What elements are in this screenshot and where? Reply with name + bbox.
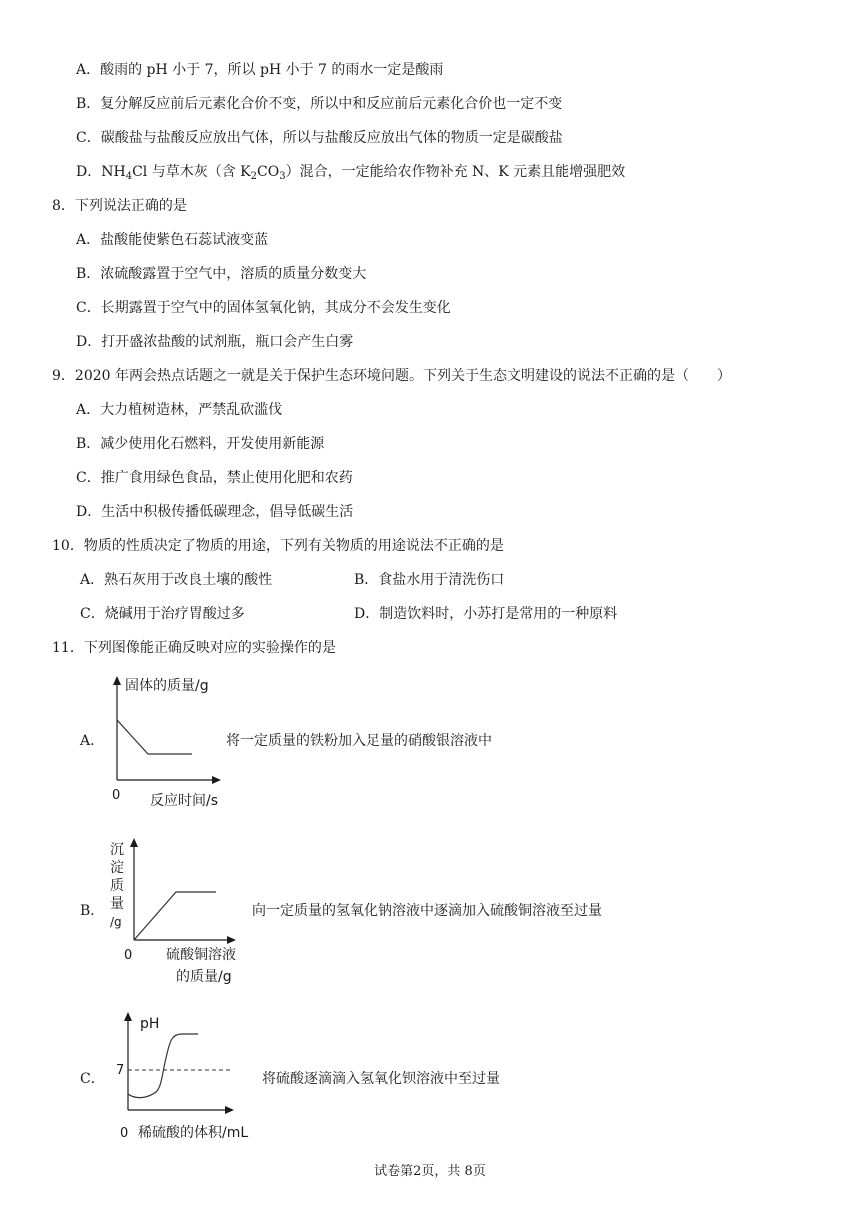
q9-option-d: D．生活中积极传播低碳理念，倡导低碳生活 xyxy=(76,504,354,520)
q7-option-c: C．碳酸盐与盐酸反应放出气体，所以与盐酸反应放出气体的物质一定是碳酸盐 xyxy=(76,130,563,146)
q9-option-c: C．推广食用绿色食品，禁止使用化肥和农药 xyxy=(76,470,353,486)
figure-c-x-arrow xyxy=(225,1106,234,1114)
figure-c-description: 将硫酸逐滴滴入氢氧化钡溶液中至过量 xyxy=(262,1071,500,1087)
q9-option-a: A．大力植树造林，严禁乱砍滥伐 xyxy=(76,402,283,418)
q10-option-d: D．制造饮料时，小苏打是常用的一种原料 xyxy=(354,606,618,622)
figure-a-xlabel: 反应时间/s xyxy=(150,793,219,809)
figure-c-curve xyxy=(128,1034,198,1098)
figure-b-label: B． xyxy=(80,903,105,919)
q8-option-b: B．浓硫酸露置于空气中，溶质的质量分数变大 xyxy=(76,266,367,282)
q7-d-sub-1: 4 xyxy=(125,171,133,182)
figure-b-ylabel-4: 量 xyxy=(110,896,124,912)
figure-b-xlabel-1: 硫酸铜溶液 xyxy=(166,947,236,963)
q7-d-text-1: D．NH xyxy=(76,164,126,180)
figure-b-description: 向一定质量的氢氧化钠溶液中逐滴加入硫酸铜溶液至过量 xyxy=(252,903,602,919)
figure-c-xlabel: 稀硫酸的体积/mL xyxy=(138,1125,249,1141)
q8-stem: 8．下列说法正确的是 xyxy=(52,198,187,214)
q11-stem: 11．下列图像能正确反映对应的实验操作的是 xyxy=(52,640,336,656)
figure-b-xlabel-2: 的质量/g xyxy=(176,969,232,985)
figure-c-ylabel: pH xyxy=(140,1016,160,1032)
figure-b-graph xyxy=(104,832,254,992)
figure-b-ylabel-2: 淀 xyxy=(110,860,124,876)
figure-a-y-arrow xyxy=(113,676,121,685)
figure-b-ylabel-1: 沉 xyxy=(110,842,124,858)
q10-option-c: C．烧碱用于治疗胃酸过多 xyxy=(80,606,245,622)
figure-c-y-arrow xyxy=(124,1012,132,1021)
figure-a-ylabel: 固体的质量/g xyxy=(125,678,209,694)
q8-option-c: C．长期露置于空气中的固体氢氧化钠，其成分不会发生变化 xyxy=(76,300,451,316)
figure-c-label: C． xyxy=(80,1071,105,1087)
figure-c-y-ref-label: 7 xyxy=(116,1063,125,1078)
q7-d-text-3: CO xyxy=(257,164,280,180)
figure-b-curve xyxy=(134,892,216,940)
q7-d-sub-2: 2 xyxy=(250,171,257,182)
figure-c-origin: 0 xyxy=(120,1126,129,1141)
q9-option-b: B．减少使用化石燃料，开发使用新能源 xyxy=(76,436,325,452)
page-footer: 试卷第2页，共 8页 xyxy=(374,1164,486,1179)
figure-a-x-arrow xyxy=(212,776,221,784)
q7-d-text-2: Cl 与草木灰（含 K xyxy=(132,164,251,180)
q7-option-d xyxy=(76,162,625,182)
q8-option-d: D．打开盛浓盐酸的试剂瓶，瓶口会产生白雾 xyxy=(76,334,354,350)
q10-stem: 10．物质的性质决定了物质的用途，下列有关物质的用途说法不正确的是 xyxy=(52,538,504,554)
figure-a-origin: 0 xyxy=(112,788,121,803)
figure-b-origin: 0 xyxy=(124,948,133,963)
figure-b-x-arrow xyxy=(227,936,236,944)
q9-stem: 9．2020 年两会热点话题之一就是关于保护生态环境问题。下列关于生态文明建设的说法不正确的是（ ） xyxy=(52,368,731,384)
q7-option-b: B．复分解反应前后元素化合价不变，所以中和反应前后元素化合价也一定不变 xyxy=(76,96,563,112)
q7-d-text-4: ）混合，一定能给农作物补充 N、K 元素且能增强肥效 xyxy=(285,164,626,180)
figure-a-curve xyxy=(117,720,192,754)
q8-option-a: A．盐酸能使紫色石蕊试液变蓝 xyxy=(76,232,269,248)
figure-a-description: 将一定质量的铁粉加入足量的硝酸银溶液中 xyxy=(226,733,492,749)
figure-a-graph xyxy=(100,672,240,812)
figure-c-graph xyxy=(112,1008,272,1148)
q7-d-sub-3: 3 xyxy=(279,171,286,182)
q10-option-a: A．熟石灰用于改良土壤的酸性 xyxy=(80,572,273,588)
figure-b-y-arrow xyxy=(130,838,138,847)
q10-option-b: B．食盐水用于清洗伤口 xyxy=(354,572,505,588)
figure-b-ylabel-3: 质 xyxy=(110,878,124,894)
figure-b-ylabel-5: /g xyxy=(110,915,122,929)
figure-a-label: A． xyxy=(80,733,105,749)
q7-option-a: A．酸雨的 pH 小于 7，所以 pH 小于 7 的雨水一定是酸雨 xyxy=(76,62,444,78)
